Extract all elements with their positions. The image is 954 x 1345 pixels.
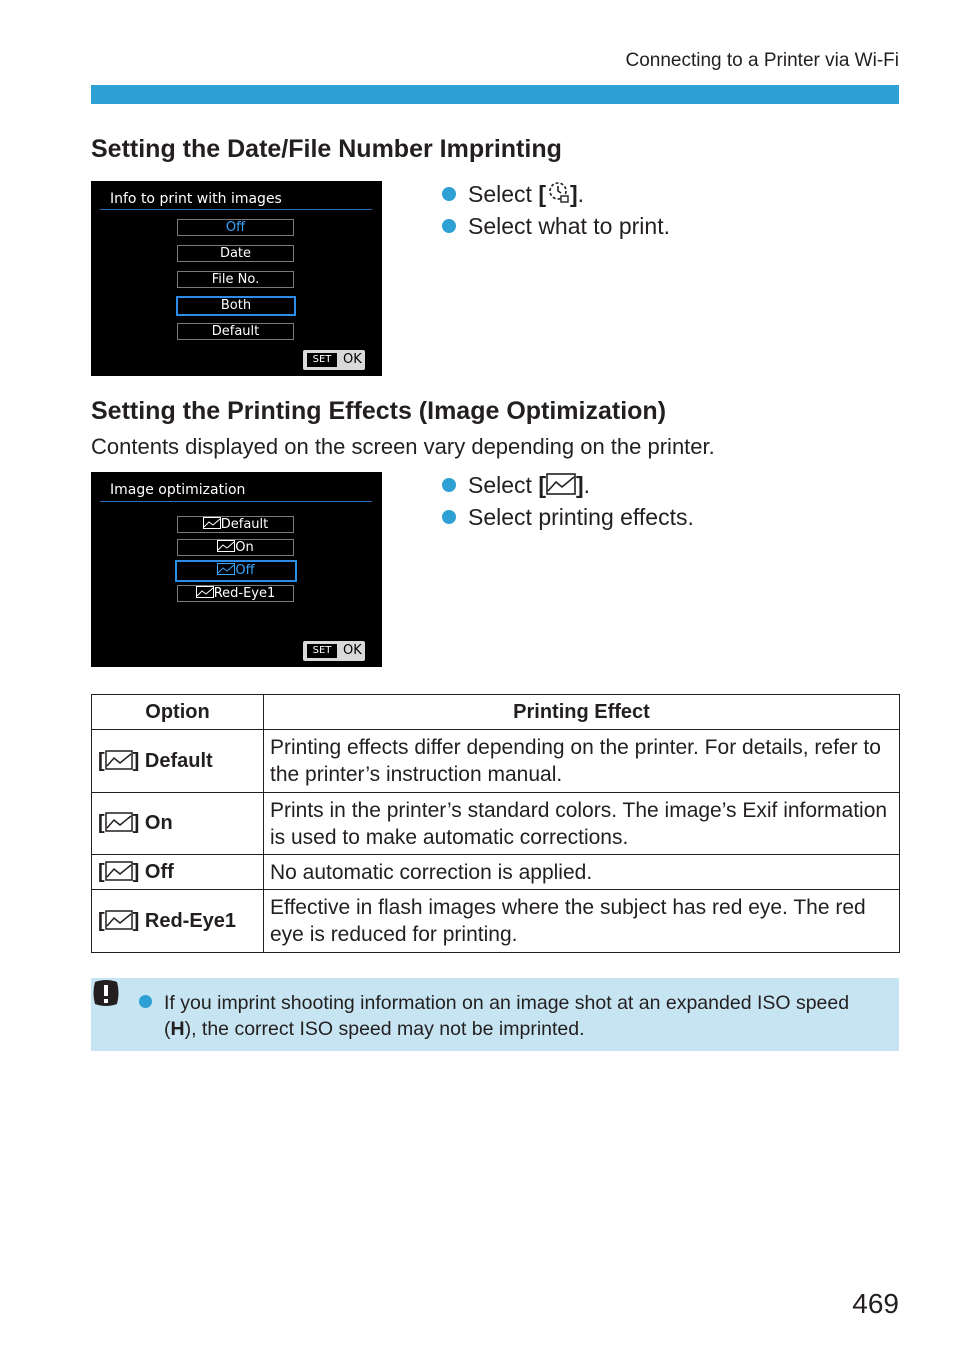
image-optimization-icon [546, 472, 576, 502]
bullet-item [442, 502, 694, 532]
section-title-date-imprinting: Setting the Date/File Number Imprinting [91, 135, 562, 163]
screen-info-to-print [91, 181, 382, 376]
bullet-list-section1 [442, 179, 670, 241]
bracket-close: ] [132, 749, 140, 772]
bracket-open: [ [98, 749, 105, 772]
bracket-close: ] [132, 909, 140, 932]
set-label: SET [307, 353, 337, 367]
image-optimization-icon [105, 910, 133, 930]
menu-option-off[interactable]: Off [177, 219, 294, 236]
bracket-open: [ [98, 909, 105, 932]
screen-divider [100, 501, 372, 502]
bullet-period: . [583, 472, 591, 498]
option-label: Off [139, 860, 174, 883]
set-ok-button[interactable] [303, 641, 365, 661]
column-header-option: Option [92, 695, 264, 730]
menu-option-date[interactable]: Date [177, 245, 294, 262]
caution-text [164, 990, 864, 1042]
caution-text-before: If you imprint shooting information on an image shot at an expanded ISO speed ( [164, 992, 850, 1040]
screen-image-optimization [91, 472, 382, 667]
set-ok-button[interactable] [303, 350, 365, 370]
image-optimization-icon [217, 563, 235, 575]
bracket-close: ] [132, 812, 140, 834]
menu-option-both[interactable]: Both [176, 296, 296, 316]
ok-label: OK [343, 643, 362, 658]
table-row [92, 793, 900, 855]
section-title-printing-effects: Setting the Printing Effects (Image Optimization) [91, 397, 667, 425]
bullet-dot [442, 187, 456, 201]
screen-divider [100, 209, 372, 210]
option-label: Default [139, 749, 213, 772]
caution-text-after: ), the correct ISO speed may not be imprinted. [184, 1018, 585, 1040]
option-label: Red-Eye1 [213, 586, 276, 601]
bracket-close: ] [570, 181, 578, 207]
option-cell [92, 793, 264, 855]
option-label: Default [220, 517, 269, 532]
caution-text-bold: H [170, 1018, 185, 1040]
bullet-text-prefix: Select [468, 472, 539, 498]
printing-effects-table [91, 694, 900, 953]
table-row [92, 890, 900, 953]
menu-option-on[interactable] [177, 539, 294, 556]
option-label: On [235, 540, 254, 555]
bracket-open: [ [98, 812, 105, 834]
option-cell [92, 730, 264, 793]
bullet-dot [442, 478, 456, 492]
menu-option-file-no[interactable]: File No. [177, 271, 294, 288]
table-header-row [92, 695, 900, 730]
set-label: SET [307, 644, 337, 658]
menu-option-default[interactable]: Default [177, 323, 294, 340]
bracket-open: [ [538, 472, 546, 498]
bullet-text: Select what to print. [468, 213, 670, 240]
menu-option-default[interactable] [177, 516, 294, 533]
header-bar [91, 85, 899, 104]
option-label: Red-Eye1 [139, 909, 237, 932]
image-optimization-icon [196, 586, 214, 598]
bullet-item [442, 211, 670, 241]
bullet-list-section2 [442, 470, 694, 532]
effect-cell: Prints in the printer’s standard colors. The image’s Exif information is used to make automatic corrections. [264, 793, 900, 855]
option-cell [92, 855, 264, 890]
bullet-item [442, 179, 670, 211]
header-title: Connecting to a Printer via Wi-Fi [625, 50, 899, 71]
caution-icon [91, 978, 121, 1008]
effect-cell: Effective in flash images where the subject has red eye. The red eye is reduced for printing. [264, 890, 900, 953]
bullet-dot [442, 510, 456, 524]
menu-option-red-eye1[interactable] [177, 585, 294, 602]
effect-cell: No automatic correction is applied. [264, 855, 900, 890]
bracket-close: ] [132, 860, 140, 883]
screen-title: Image optimization [110, 482, 246, 498]
bullet-text: Select printing effects. [468, 503, 694, 530]
image-optimization-icon [105, 861, 133, 881]
bracket-open: [ [538, 181, 546, 207]
caution-box [91, 978, 899, 1051]
table-row [92, 730, 900, 793]
menu-option-off[interactable] [175, 560, 297, 582]
bracket-open: [ [98, 860, 105, 883]
page-number: 469 [852, 1288, 899, 1319]
ok-label: OK [343, 352, 362, 367]
bullet-item [442, 470, 694, 502]
section2-intro: Contents displayed on the screen vary depending on the printer. [91, 434, 715, 459]
bullet-period: . [577, 181, 585, 207]
option-label: Off [235, 563, 255, 578]
table-row [92, 855, 900, 890]
effect-cell: Printing effects differ depending on the printer. For details, refer to the printer’s instruction manual. [264, 730, 900, 793]
image-optimization-icon [105, 812, 133, 832]
option-label: On [139, 812, 173, 834]
bullet-text-prefix: Select [468, 181, 539, 207]
option-cell [92, 890, 264, 953]
image-optimization-icon [203, 517, 221, 529]
caution-bullet-dot [139, 995, 152, 1008]
image-optimization-icon [217, 540, 235, 552]
column-header-printing-effect: Printing Effect [264, 695, 900, 730]
image-optimization-icon [105, 750, 133, 770]
bracket-close: ] [576, 472, 584, 498]
print-info-icon [546, 180, 570, 211]
bullet-dot [442, 219, 456, 233]
screen-title: Info to print with images [110, 191, 282, 207]
